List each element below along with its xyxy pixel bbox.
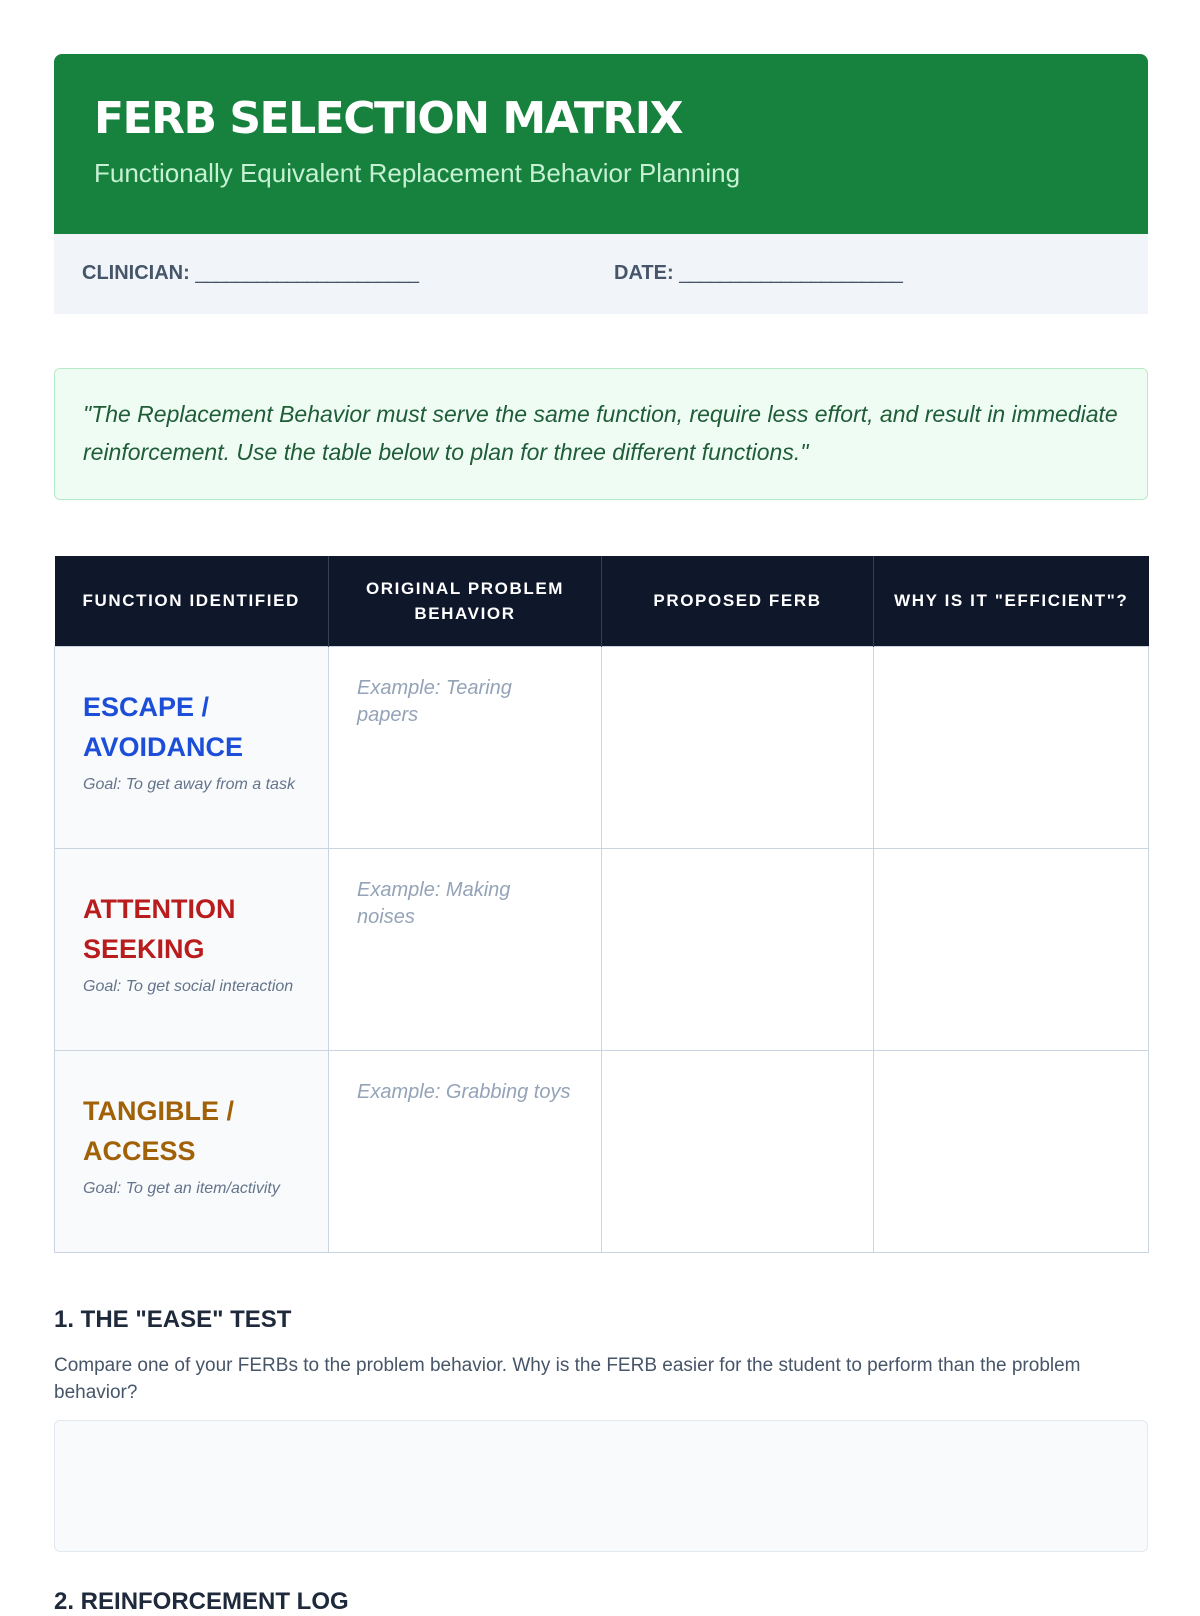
date-field[interactable]: [614, 262, 902, 285]
function-goal: Goal: To get social interaction: [83, 977, 294, 995]
clinician-field[interactable]: [82, 262, 418, 285]
function-cell: [55, 848, 329, 1050]
problem-behavior-cell[interactable]: [329, 1050, 602, 1252]
problem-behavior-example: Example: Tearing papers: [357, 676, 512, 726]
problem-behavior-cell[interactable]: [329, 848, 602, 1050]
function-goal: Goal: To get an item/activity: [83, 1179, 280, 1197]
column-header-proposed-ferb: PROPOSED FERB: [602, 556, 874, 646]
clinician-label: CLINICIAN:: [82, 262, 190, 284]
instruction-quote-box: [54, 368, 1148, 500]
header-banner: [54, 54, 1148, 234]
meta-bar: [54, 234, 1148, 314]
efficiency-cell[interactable]: [874, 848, 1149, 1050]
section-heading-reinforcement: 2. REINFORCEMENT LOG: [54, 1588, 349, 1615]
function-name: ATTENTION SEEKING: [83, 893, 236, 964]
function-goal: Goal: To get away from a task: [83, 775, 295, 793]
table-row: [55, 848, 1149, 1050]
date-label: DATE:: [614, 262, 674, 284]
efficiency-cell[interactable]: [874, 646, 1149, 848]
section-prompt-ease-test: Compare one of your FERBs to the problem behavior. Why is the FERB easier for the student to perform than the problem behavior?: [54, 1355, 1081, 1403]
proposed-ferb-cell[interactable]: [602, 646, 874, 848]
clinician-blank-line[interactable]: ______________________: [195, 262, 419, 284]
function-cell: [55, 1050, 329, 1252]
function-name: ESCAPE / AVOIDANCE: [83, 691, 244, 762]
table-row: [55, 1050, 1149, 1252]
proposed-ferb-cell[interactable]: [602, 1050, 874, 1252]
function-cell: [55, 646, 329, 848]
page-title: FERB SELECTION MATRIX: [94, 93, 683, 144]
column-header-efficiency: WHY IS IT "EFFICIENT"?: [874, 556, 1149, 646]
problem-behavior-example: Example: Making noises: [357, 878, 511, 928]
column-header-problem-behavior: ORIGINAL PROBLEM BEHAVIOR: [329, 556, 602, 646]
efficiency-cell[interactable]: [874, 1050, 1149, 1252]
column-header-function: FUNCTION IDENTIFIED: [55, 556, 329, 646]
ferb-matrix-table: [54, 556, 1149, 1253]
table-header-row: [55, 556, 1149, 646]
ease-test-answer-box[interactable]: [54, 1420, 1148, 1552]
date-blank-line[interactable]: ______________________: [679, 262, 902, 284]
problem-behavior-cell[interactable]: [329, 646, 602, 848]
page-subtitle: Functionally Equivalent Replacement Behavior Planning: [94, 158, 741, 188]
proposed-ferb-cell[interactable]: [602, 848, 874, 1050]
table-row: [55, 646, 1149, 848]
function-name: TANGIBLE / ACCESS: [83, 1095, 234, 1166]
section-heading-ease-test: 1. THE "EASE" TEST: [54, 1306, 292, 1333]
instruction-quote: "The Replacement Behavior must serve the same function, require less effort, and result in immediate reinforcement. Use the table below to plan for three different functions.": [83, 401, 1118, 465]
problem-behavior-example: Example: Grabbing toys: [357, 1080, 571, 1103]
